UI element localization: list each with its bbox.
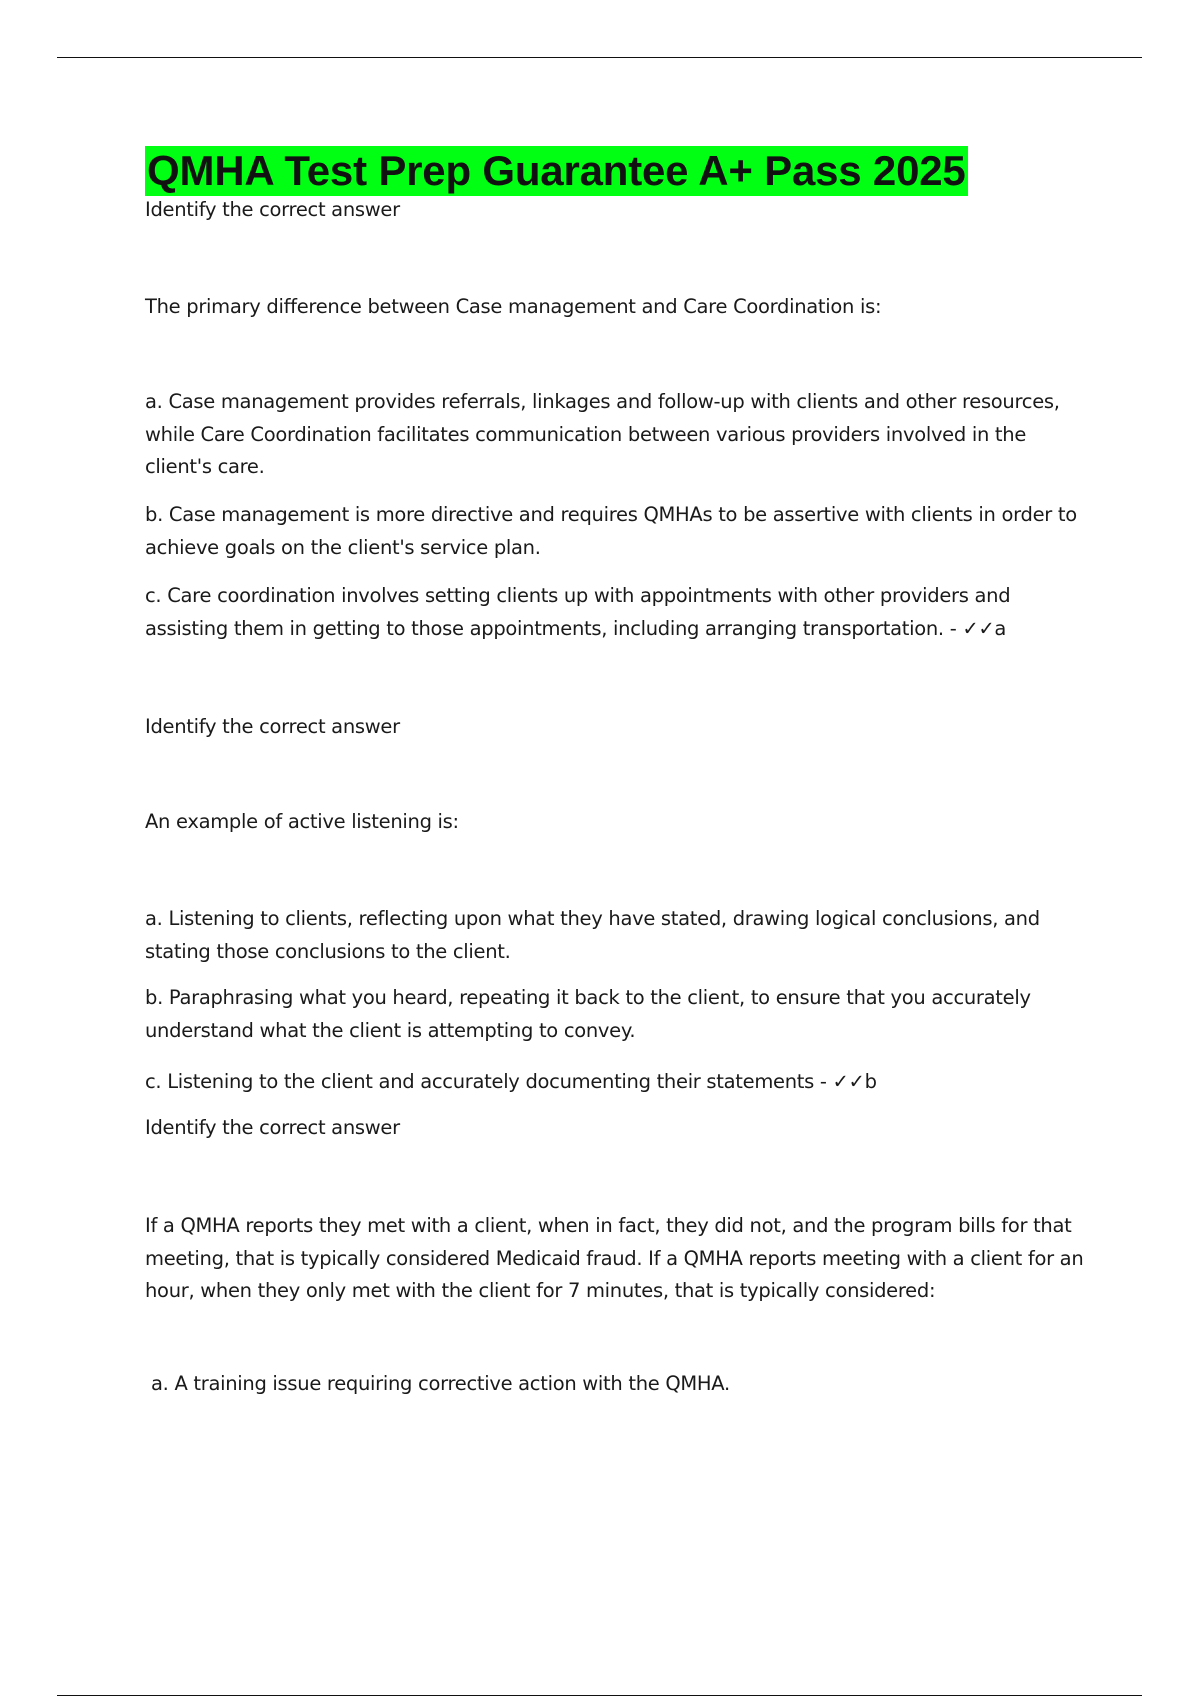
top-rule [57,57,1142,58]
q2-option-c-text: c. Listening to the client and accurately documenting their statements - [145,1070,833,1093]
document-title: QMHA Test Prep Guarantee A+ Pass 2025 [147,147,966,194]
q2-answer: b [864,1070,877,1093]
q3-option-a: a. A training issue requiring corrective action with the QMHA. [151,1372,730,1395]
q2-option-b: b. Paraphrasing what you heard, repeating it back to the client, to ensure that you accurately understand what the client is attempting to convey. [145,986,1031,1042]
answer-check-icon: ✓✓ [832,1070,865,1093]
q2-option-a: a. Listening to clients, reflecting upon what they have stated, drawing logical conclusions, and stating those conclusions to the client. [145,907,1040,963]
q2-option-c [145,1066,1090,1099]
title-block [145,146,968,196]
q1-option-c [145,580,1090,645]
q2-prompt: An example of active listening is: [145,810,459,833]
q1-option-c-text: c. Care coordination involves setting clients up with appointments with other providers and assisting them in getting to those appointments, including arranging transportation. - [145,584,1011,640]
q1-option-a: a. Case management provides referrals, linkages and follow-up with clients and other resources, while Care Coordination facilitates communication between various providers involved in the client's care. [145,390,1060,478]
q3-prompt: If a QMHA reports they met with a client, when in fact, they did not, and the program bills for that meeting, that is typically considered Medicaid fraud. If a QMHA reports meeting with a client for an hour, when they only met with the client for 7 minutes, that is typically considered: [145,1214,1084,1302]
q1-prompt: The primary difference between Case management and Care Coordination is: [145,295,882,318]
q1-answer: a [994,616,1007,640]
q3-instruction: Identify the correct answer [145,1116,400,1139]
answer-check-icon: ✓✓ [962,616,995,640]
q2-instruction: Identify the correct answer [145,715,400,738]
q1-instruction: Identify the correct answer [145,198,400,221]
bottom-rule [57,1695,1142,1696]
q1-option-b: b. Case management is more directive and requires QMHAs to be assertive with clients in order to achieve goals on the client's service plan. [145,503,1077,559]
